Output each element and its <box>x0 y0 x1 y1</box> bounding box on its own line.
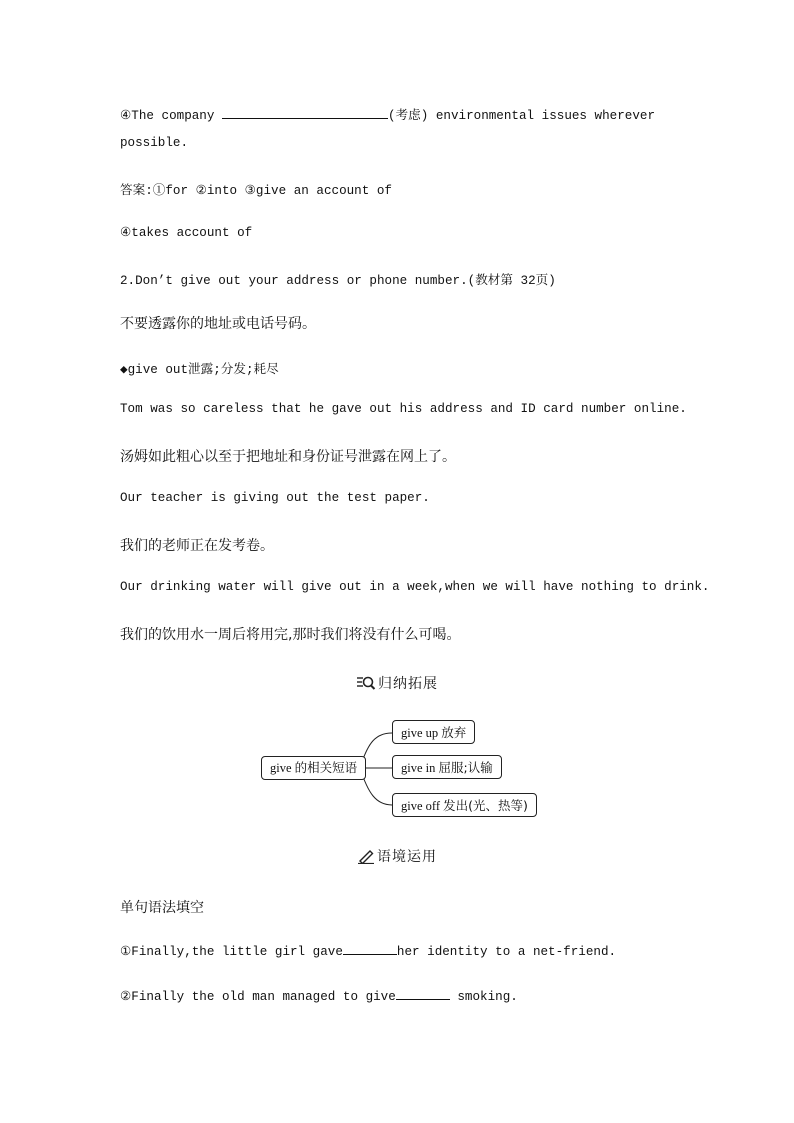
item-2-translation: 不要透露你的地址或电话号码。 <box>120 316 316 332</box>
mindmap-branch-give-in <box>392 755 502 779</box>
q2-prefix: ②Finally the old man managed to give <box>120 990 396 1004</box>
mindmap-center <box>261 756 366 780</box>
sentence-4-cont: possible. <box>120 136 189 150</box>
pencil-icon <box>357 848 375 864</box>
example-1-translation: 汤姆如此粗心以至于把地址和身份证号泄露在网上了。 <box>120 449 456 465</box>
phrase-definition: ◆give out泄露;分发;耗尽 <box>120 363 279 377</box>
sentence-4-prefix: ④The company <box>120 109 222 123</box>
branch-en: give in <box>401 761 439 775</box>
exercise-q2 <box>120 987 518 1004</box>
item-2-sentence: 2.Don’t give out your address or phone number.(教材第 32页) <box>120 274 556 288</box>
branch-en: give off <box>401 799 444 813</box>
branch-zh: 放弃 <box>441 725 467 740</box>
mindmap-center-label: give 的相关短语 <box>270 761 358 775</box>
section-induction-title: 归纳拓展 <box>378 676 438 692</box>
example-3: Our drinking water will give out in a week,when we will have nothing to drink. <box>120 580 710 594</box>
example-2: Our teacher is giving out the test paper. <box>120 491 430 505</box>
mindmap-branch-give-up <box>392 720 475 744</box>
mindmap-branch-give-off <box>392 793 537 817</box>
exercise-q1 <box>120 942 616 959</box>
section-context <box>0 846 794 866</box>
example-2-translation: 我们的老师正在发考卷。 <box>120 538 274 554</box>
q2-blank <box>396 987 450 1000</box>
branch-en: give up <box>401 726 442 740</box>
q1-prefix: ①Finally,the little girl gave <box>120 945 343 959</box>
answer-key: 答案:①for ②into ③give an account of <box>120 184 392 198</box>
example-1: Tom was so careless that he gave out his address and ID card number online. <box>120 402 687 416</box>
answer-key-cont: ④takes account of <box>120 226 253 240</box>
sentence-4-suffix: (考虑) environmental issues wherever <box>387 109 656 123</box>
example-3-translation: 我们的饮用水一周后将用完,那时我们将没有什么可喝。 <box>120 627 461 643</box>
branch-zh: 发出(光、热等) <box>443 798 528 813</box>
exercise-title: 单句语法填空 <box>120 900 204 916</box>
q2-suffix: smoking. <box>449 990 518 1004</box>
branch-zh: 屈服;认输 <box>438 760 493 775</box>
section-context-title: 语境运用 <box>377 849 437 865</box>
q1-blank <box>343 942 397 955</box>
q1-suffix: her identity to a net-friend. <box>396 945 617 959</box>
